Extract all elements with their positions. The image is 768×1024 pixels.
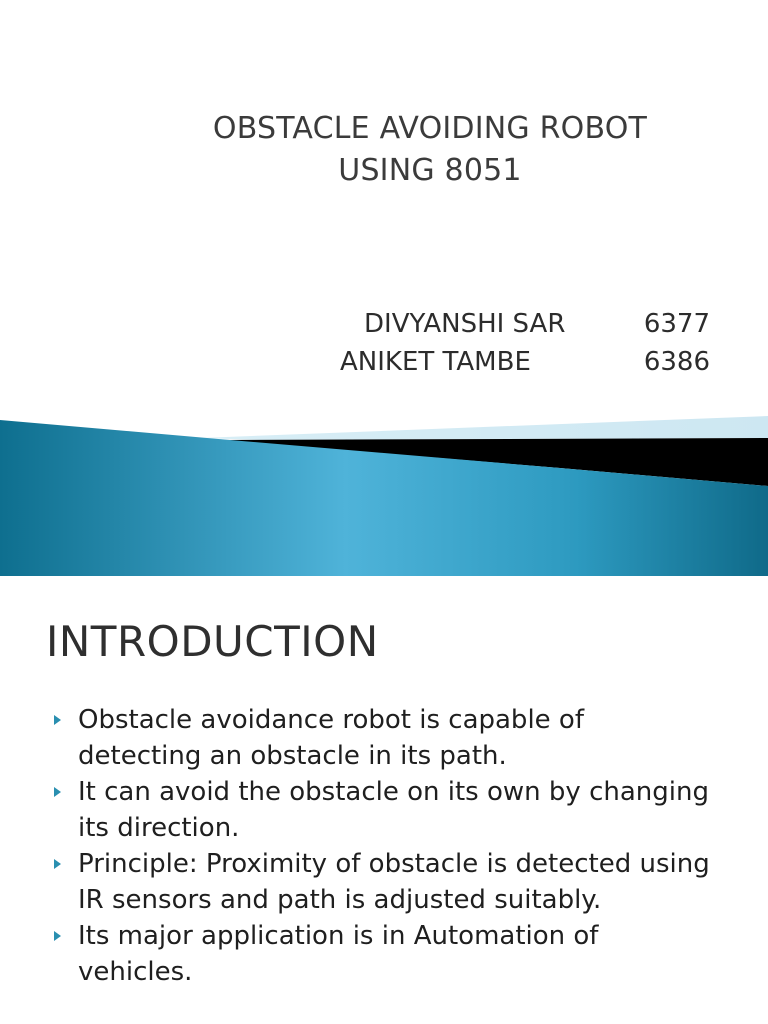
decorative-swoosh	[0, 410, 768, 576]
author-row	[340, 305, 710, 343]
author-row	[340, 343, 710, 381]
list-item	[52, 918, 712, 990]
bullet-text: It can avoid the obstacle on its own by changing its direction.	[78, 777, 709, 843]
author-name: ANIKET TAMBE	[340, 347, 531, 377]
slide-title	[150, 108, 710, 192]
triangle-right-icon	[54, 859, 61, 869]
bullet-text: Principle: Proximity of obstacle is detected using IR sensors and path is adjusted suitably.	[78, 849, 710, 915]
author-name: DIVYANSHI SAR	[364, 309, 566, 339]
triangle-right-icon	[54, 787, 61, 797]
bullet-text: Its major application is in Automation of vehicles.	[78, 921, 599, 987]
list-item	[52, 774, 712, 846]
title-line-1: OBSTACLE AVOIDING ROBOT	[212, 111, 648, 146]
triangle-right-icon	[54, 931, 61, 941]
bullet-list	[52, 702, 712, 990]
triangle-right-icon	[54, 715, 61, 725]
bullet-text: Obstacle avoidance robot is capable of detecting an obstacle in its path.	[78, 705, 584, 771]
list-item	[52, 846, 712, 918]
title-line-2: USING 8051	[338, 153, 522, 188]
author-id: 6386	[643, 347, 710, 377]
light-stripe	[200, 416, 768, 440]
author-list	[340, 305, 710, 381]
section-heading: INTRODUCTION	[46, 617, 379, 666]
introduction-slide	[0, 576, 768, 1024]
list-item	[52, 702, 712, 774]
author-id: 6377	[643, 309, 710, 339]
